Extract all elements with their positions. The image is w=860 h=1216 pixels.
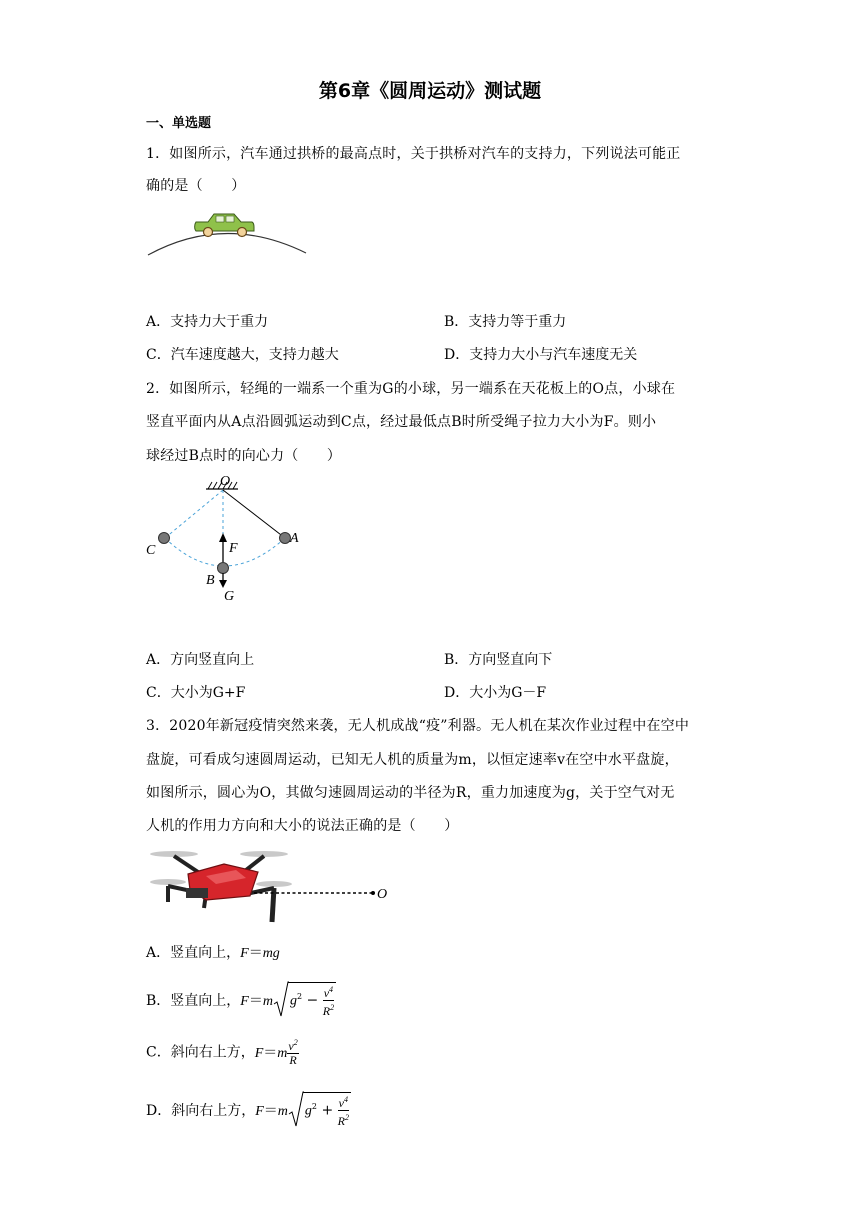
pendulum-figure	[140, 472, 310, 604]
q3-option-c-prefix: C．斜向右上方，	[146, 1044, 255, 1061]
sqrt-sign-icon	[273, 980, 289, 1020]
drone-figure	[146, 842, 396, 932]
q1-option-c: C．汽车速度越大，支持力越大	[146, 347, 339, 363]
q3-option-a: A．竖直向上，F＝mg	[146, 945, 280, 961]
q1-option-a: A．支持力大于重力	[146, 314, 269, 330]
q3-option-b-prefix: B．竖直向上，	[146, 993, 241, 1009]
q2-option-b: B．方向竖直向下	[444, 652, 553, 668]
bridge-car-figure	[140, 205, 320, 265]
q2-option-d: D．大小为G－F	[444, 685, 547, 701]
label-b: B	[206, 573, 215, 588]
q3-stem-line-4: 人机的作用力方向和大小的说法正确的是（ ）	[146, 818, 459, 834]
q1-option-d: D．支持力大小与汽车速度无关	[444, 347, 638, 363]
q1-stem-line-1: 1．如图所示，汽车通过拱桥的最高点时，关于拱桥对汽车的支持力，下列说法可能正	[146, 146, 681, 162]
label-g: G	[224, 589, 235, 604]
q2-stem-line-3: 球经过B点时的向心力（ ）	[146, 448, 342, 464]
label-c: C	[146, 543, 156, 558]
q1-stem-line-2: 确的是（ ）	[146, 178, 246, 194]
sqrt-sign-icon	[288, 1090, 304, 1130]
label-a: A	[290, 531, 299, 546]
drone-icon	[150, 851, 292, 922]
q3-option-b: B．竖直向上，F＝m $g^2$ − $\frac{v^4}{R^2}$	[146, 980, 336, 1020]
q3-option-d: D．斜向右上方，F＝m $g^2$ + $\frac{v^4}{R^2}$	[146, 1090, 351, 1130]
q3-stem-line-1: 3．2020年新冠疫情突然来袭，无人机成战“疫”利器。无人机在某次作业过程中在空中	[146, 718, 690, 734]
q2-option-c: C．大小为G+F	[146, 685, 246, 701]
q1-option-b: B．支持力等于重力	[444, 314, 567, 330]
q3-stem-line-3: 如图所示，圆心为O，其做匀速圆周运动的半径为R，重力加速度为g，关于空气对无	[146, 785, 675, 801]
section-heading: 一、单选题	[146, 116, 212, 131]
q3-option-c: C．斜向右上方，F＝m $\frac{v^2}{R}$	[146, 1038, 298, 1067]
q2-stem-line-1: 2．如图所示，轻绳的一端系一个重为G的小球，另一端系在天花板上的O点，小球在	[146, 381, 676, 397]
q3-option-a-prefix: A．竖直向上，	[146, 945, 241, 961]
q3-stem-line-2: 盘旋，可看成匀速圆周运动，已知无人机的质量为m，以恒定速率v在空中水平盘旋，	[146, 752, 679, 768]
label-o-center: O	[377, 887, 388, 902]
label-f: F	[229, 541, 238, 556]
q2-stem-line-2: 竖直平面内从A点沿圆弧运动到C点，经过最低点B时所受绳子拉力大小为F。则小	[146, 414, 657, 430]
q3-option-d-prefix: D．斜向右上方，	[146, 1103, 256, 1119]
q2-option-a: A．方向竖直向上	[146, 652, 255, 668]
page-title: 第6章《圆周运动》测试题	[318, 80, 542, 102]
label-o: O	[220, 474, 231, 489]
